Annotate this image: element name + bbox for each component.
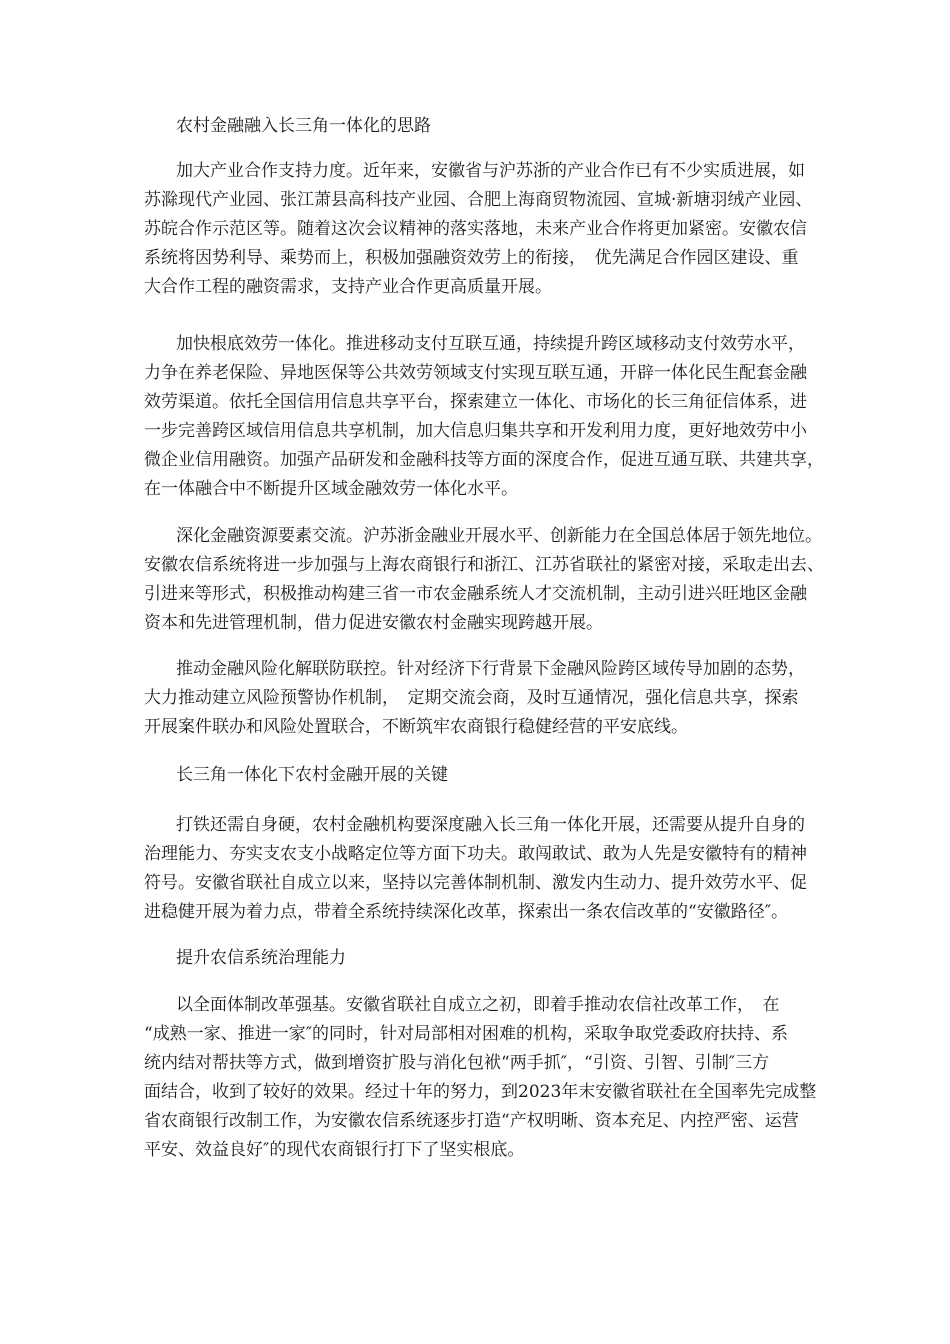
paragraph-line: 开展案件联办和风险处置联合，不断筑牢农商银行稳健经营的平安底线。 [144,717,688,737]
section-heading-approach: 农村金融融入长三角一体化的思路 [176,116,431,136]
paragraph-line: 推动金融风险化解联防联控。针对经济下行背景下金融风险跨区域传导加剧的态势， [176,659,805,679]
paragraph-line: 效劳渠道。依托全国信用信息共享平台，探索建立一体化、市场化的长三角征信体系，进 [144,392,807,412]
paragraph-line: 微企业信用融资。加强产品研发和金融科技等方面的深度合作，促进互通互联、共建共享， [144,450,824,470]
paragraph-line: “成熟一家、推进一家″的同时，针对局部相对困难的机构，采取争取党委政府扶持、系 [144,1024,789,1044]
paragraph-line: 统内结对帮扶等方式，做到增资扩股与消化包袱“两手抓″，“引资、引智、引制″三方 [144,1053,770,1073]
paragraph-basic-services [144,330,824,504]
paragraph-self-strength [144,811,812,927]
paragraph-line: 平安、效益良好″的现代农商银行打下了坚实根底。 [144,1140,525,1160]
paragraph-line: 进稳健开展为着力点，带着全系统持续深化改革，探索出一条农信改革的“安徽路径″。 [144,902,789,922]
paragraph-financial-resources [144,522,824,638]
paragraph-line: 大合作工程的融资需求，支持产业合作更高质量开展。 [144,277,552,297]
paragraph-line: 加大产业合作支持力度。近年来，安徽省与沪苏浙的产业合作已有不少实质进展，如 [176,161,805,181]
paragraph-line: 资本和先进管理机制，借力促进安徽农村金融实现跨越开展。 [144,613,603,633]
paragraph-line: 深化金融资源要素交流。沪苏浙金融业开展水平、创新能力在全国总体居于领先地位。 [176,526,822,546]
paragraph-line: 系统将因势利导、乘势而上，积极加强融资效劳上的衔接， 优先满足合作园区建设、重 [144,248,799,268]
paragraph-line: 符号。安徽省联社自成立以来，坚持以完善体制机制、激发内生动力、提升效劳水平、促 [144,873,807,893]
paragraph-line: 力争在养老保险、异地医保等公共效劳领域支付实现互联互通，开辟一体化民生配套金融 [144,363,807,383]
paragraph-line: 苏皖合作示范区等。随着这次会议精神的落实落地，未来产业合作将更加紧密。安徽农信 [144,219,807,239]
paragraph-line: 安徽农信系统将进一步加强与上海农商银行和浙江、江苏省联社的紧密对接，采取走出去、 [144,555,824,575]
paragraph-line: 大力推动建立风险预警协作机制， 定期交流会商，及时互通情况，强化信息共享，探索 [144,688,799,708]
paragraph-line: 打铁还需自身硬，农村金融机构要深度融入长三角一体化开展，还需要从提升自身的 [176,815,805,835]
paragraph-line: 引进来等形式，积极推动构建三省一市农金融系统人才交流机制，主动引进兴旺地区金融 [144,584,807,604]
paragraph-line: 在一体融合中不断提升区域金融效劳一体化水平。 [144,479,518,499]
paragraph-line: 治理能力、夯实支农支小战略定位等方面下功夫。敢闯敢试、敢为人先是安徽特有的精神 [144,844,807,864]
paragraph-industry-cooperation [144,157,812,302]
paragraph-line: 苏滁现代产业园、张江萧县高科技产业园、合肥上海商贸物流园、宣城·新塘羽绒产业园、 [144,190,813,210]
paragraph-line: 省农商银行改制工作，为安徽农信系统逐步打造“产权明晰、资本充足、内控严密、运营 [144,1111,799,1131]
section-heading-keys: 长三角一体化下农村金融开展的关键 [176,765,448,785]
paragraph-risk-control [144,655,812,742]
paragraph-line: 面结合，收到了较好的效果。经过十年的努力，到2023年末安徽省联社在全国率先完成整 [144,1082,817,1102]
section-heading-governance: 提升农信系统治理能力 [176,948,346,968]
paragraph-reform [144,991,817,1165]
paragraph-line: 加快根底效劳一体化。推进移动支付互联互通，持续提升跨区域移动支付效劳水平， [176,334,805,354]
paragraph-line: 一步完善跨区域信用信息共享机制，加大信息归集共享和开发利用力度，更好地效劳中小 [144,421,807,441]
paragraph-line: 以全面体制改革强基。安徽省联社自成立之初，即着手推动农信社改革工作， 在 [176,995,780,1015]
